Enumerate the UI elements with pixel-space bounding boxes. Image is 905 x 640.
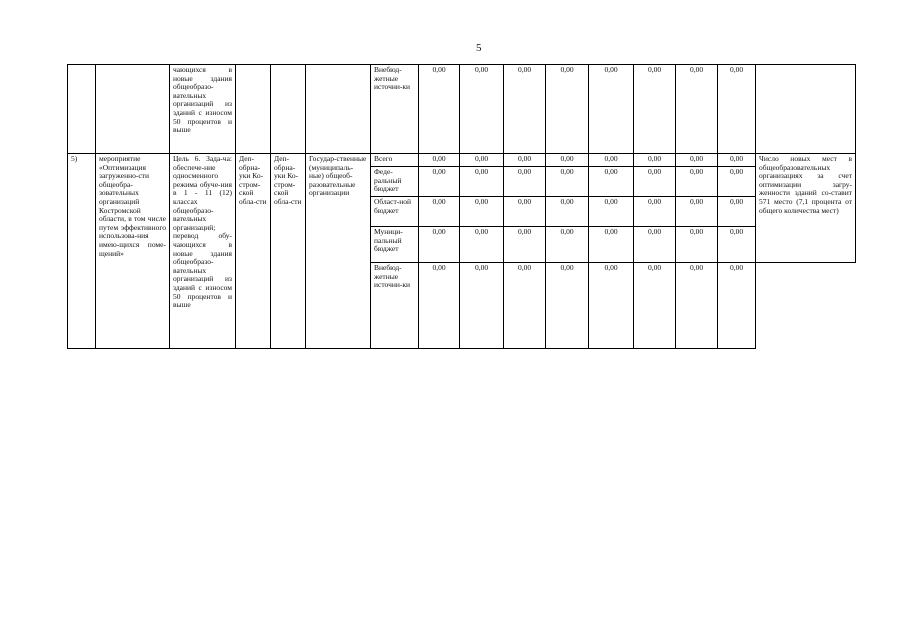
cell-participants — [306, 65, 371, 154]
cell-value: 0,00 — [676, 263, 718, 349]
cell-value: 0,00 — [504, 263, 546, 349]
cell-value: 0,00 — [504, 227, 546, 263]
cell-value: 0,00 — [589, 263, 634, 349]
cell-funding-source: Феде-ральный бюджет — [371, 167, 419, 197]
cell-value: 0,00 — [460, 65, 504, 154]
cell-value: 0,00 — [589, 65, 634, 154]
cell-value: 0,00 — [546, 65, 589, 154]
cell-value: 0,00 — [634, 227, 676, 263]
cell-value: 0,00 — [676, 154, 718, 167]
cell-value: 0,00 — [419, 197, 460, 227]
cell-value: 0,00 — [419, 167, 460, 197]
cell-value: 0,00 — [546, 263, 589, 349]
cell-value: 0,00 — [546, 227, 589, 263]
cell-value: 0,00 — [589, 227, 634, 263]
cell-value: 0,00 — [718, 263, 756, 349]
cell-funding-source: Внебюд-жетные источни-ки — [371, 65, 419, 154]
cell-value: 0,00 — [460, 154, 504, 167]
cell-value: 0,00 — [718, 65, 756, 154]
table-row — [68, 154, 856, 167]
cell-funding-source: Област-ной бюджет — [371, 197, 419, 227]
cell-value: 0,00 — [718, 197, 756, 227]
cell-value: 0,00 — [460, 263, 504, 349]
cell-value: 0,00 — [718, 227, 756, 263]
cell-value: 0,00 — [419, 154, 460, 167]
cell-value: 0,00 — [676, 197, 718, 227]
cell-value: 0,00 — [504, 65, 546, 154]
cell-value: 0,00 — [718, 154, 756, 167]
cell-responsible: Деп-обрна-уки Ко-стром-ской обла-сти — [236, 154, 271, 349]
cell-value: 0,00 — [546, 167, 589, 197]
cell-value: 0,00 — [589, 154, 634, 167]
cell-responsible — [236, 65, 271, 154]
cell-value: 0,00 — [504, 197, 546, 227]
cell-coexecutor: Деп-обрна-уки Ко-стром-ской обла-сти — [271, 154, 306, 349]
cell-value: 0,00 — [546, 197, 589, 227]
cell-participants: Государ-ственные (муниципаль-ные) общеоб-разовательные организации — [306, 154, 371, 349]
cell-funding-source: Внебюд-жетные источни-ки — [371, 263, 419, 349]
cell-result-empty — [756, 263, 856, 349]
cell-funding-source: Всего — [371, 154, 419, 167]
program-table — [67, 64, 856, 349]
cell-task: чающихся в новые здания общеобразо-вательных организаций из зданий с износом 50 процентов и выше — [170, 65, 236, 154]
cell-value: 0,00 — [676, 167, 718, 197]
page-number: 5 — [476, 42, 482, 54]
cell-funding-source: Муници-пальный бюджет — [371, 227, 419, 263]
cell-value: 0,00 — [419, 227, 460, 263]
cell-value: 0,00 — [504, 167, 546, 197]
cell-result — [756, 65, 856, 154]
cell-value: 0,00 — [634, 263, 676, 349]
cell-value: 0,00 — [419, 65, 460, 154]
cell-number — [68, 65, 96, 154]
cell-value: 0,00 — [634, 65, 676, 154]
cell-value: 0,00 — [634, 167, 676, 197]
cell-task: Цель 6. Зада-ча: обеспече-ние односменного режима обуче-ния в 1 - 11 (12) классах общеобразо-вательных организаций; перевод обу-чающихся в новые здания общеобразо-вательных организаций из зданий с износом 50 процентов и выше — [170, 154, 236, 349]
cell-value: 0,00 — [676, 227, 718, 263]
cell-coexecutor — [271, 65, 306, 154]
cell-result: Число новых мест в общеобразовательных организациях за счет оптимизации загру-женности зданий со-ставит 571 место (7,1 процента от общего количества мест) — [756, 154, 856, 263]
cell-number: 5) — [68, 154, 96, 349]
cell-measure-name — [96, 65, 170, 154]
cell-value: 0,00 — [589, 197, 634, 227]
cell-value: 0,00 — [546, 154, 589, 167]
cell-value: 0,00 — [676, 65, 718, 154]
cell-value: 0,00 — [460, 167, 504, 197]
cell-value: 0,00 — [419, 263, 460, 349]
cell-value: 0,00 — [504, 154, 546, 167]
cell-value: 0,00 — [460, 227, 504, 263]
cell-value: 0,00 — [634, 197, 676, 227]
cell-value: 0,00 — [718, 167, 756, 197]
cell-value: 0,00 — [589, 167, 634, 197]
cell-measure-name: мероприятие «Оптимизация загруженно-сти общеобра-зовательных организаций Костромской области, в том числе путем эффективного использова-ния имею-щихся поме-щений» — [96, 154, 170, 349]
cell-value: 0,00 — [460, 197, 504, 227]
cell-value: 0,00 — [634, 154, 676, 167]
table-row — [68, 65, 856, 154]
